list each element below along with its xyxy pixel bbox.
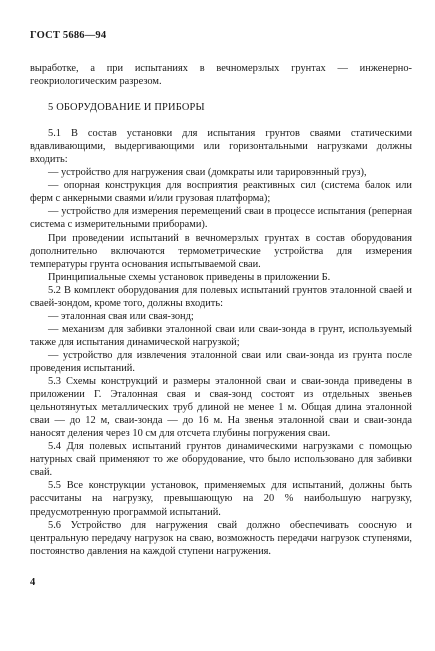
paragraph: выработке, а при испытаниях в вечномерзлых грунтах — инженерно-геокриологическим разрезом. — [30, 63, 412, 88]
page-number: 4 — [30, 577, 36, 588]
paragraph: 5.1 В состав установки для испытания грунтов сваями статическими вдавливающими, выдергивающими или горизонтальными нагрузками должны входить: — [30, 128, 412, 166]
list-item: — опорная конструкция для восприятия реактивных сил (система балок или ферм с анкерными сваями и/или грузовая платформа); — [30, 180, 412, 205]
list-item: — эталонная свая или свая-зонд; — [48, 310, 194, 322]
paragraph: 5.5 Все конструкции установок, применяемых для испытаний, должны быть рассчитаны на нагрузку, превышающую на 20 % наибольшую нагрузку, предусмотренную программой испытаний. — [30, 480, 412, 518]
document-code-header: ГОСТ 5686—94 — [30, 30, 107, 41]
list-item: — устройство для извлечения эталонной сваи или сваи-зонда из грунта после проведения испытаний. — [30, 349, 412, 374]
paragraph: 5.6 Устройство для нагружения свай должно обеспечивать соосную и центральную передачу нагрузок на сваю, возможность передачи нагрузок ступенями, постоянство давления на каждой ступени нагружения. — [30, 519, 412, 557]
paragraph: Принципиальные схемы установок приведены в приложении Б. — [48, 271, 331, 283]
paragraph: 5.3 Схемы конструкций и размеры эталонной сваи и сваи-зонда приведены в приложении Г. Эталонная свая и свая-зонд состоят из отдельных звеньев цельнотянутых металлических труб длиной не менее 1 м. Общая длина эталонной сваи — до 12 м, сваи-зонда — до 16 м. На звенья эталонной сваи и сваи-зонда наносят деления через 10 см для отсчета глубины погружения сваи. — [30, 376, 412, 440]
list-item: — механизм для забивки эталонной сваи или сваи-зонда в грунт, используемый также для испытания динамической нагрузкой; — [30, 323, 412, 348]
list-item: — устройство для измерения перемещений сваи в процессе испытания (реперная система с измерительными приборами). — [30, 206, 412, 231]
body-text — [30, 62, 412, 558]
paragraph: 5.4 Для полевых испытаний грунтов динамическими нагрузками с помощью натурных свай применяют то же оборудование, что было использовано для забивки свай. — [30, 441, 412, 479]
paragraph: При проведении испытаний в вечномерзлых грунтах в состав оборудования дополнительно включаются термометрические устройства для измерения температуры грунта основания испытываемой сваи. — [30, 232, 412, 270]
section-title: 5 ОБОРУДОВАНИЕ И ПРИБОРЫ — [48, 102, 205, 114]
paragraph: 5.2 В комплект оборудования для полевых испытаний грунтов эталонной сваей и сваей-зондом, кроме того, должны входить: — [30, 284, 412, 309]
list-item: — устройство для нагружения сваи (домкраты или тарировэнный груз), — [48, 167, 367, 179]
